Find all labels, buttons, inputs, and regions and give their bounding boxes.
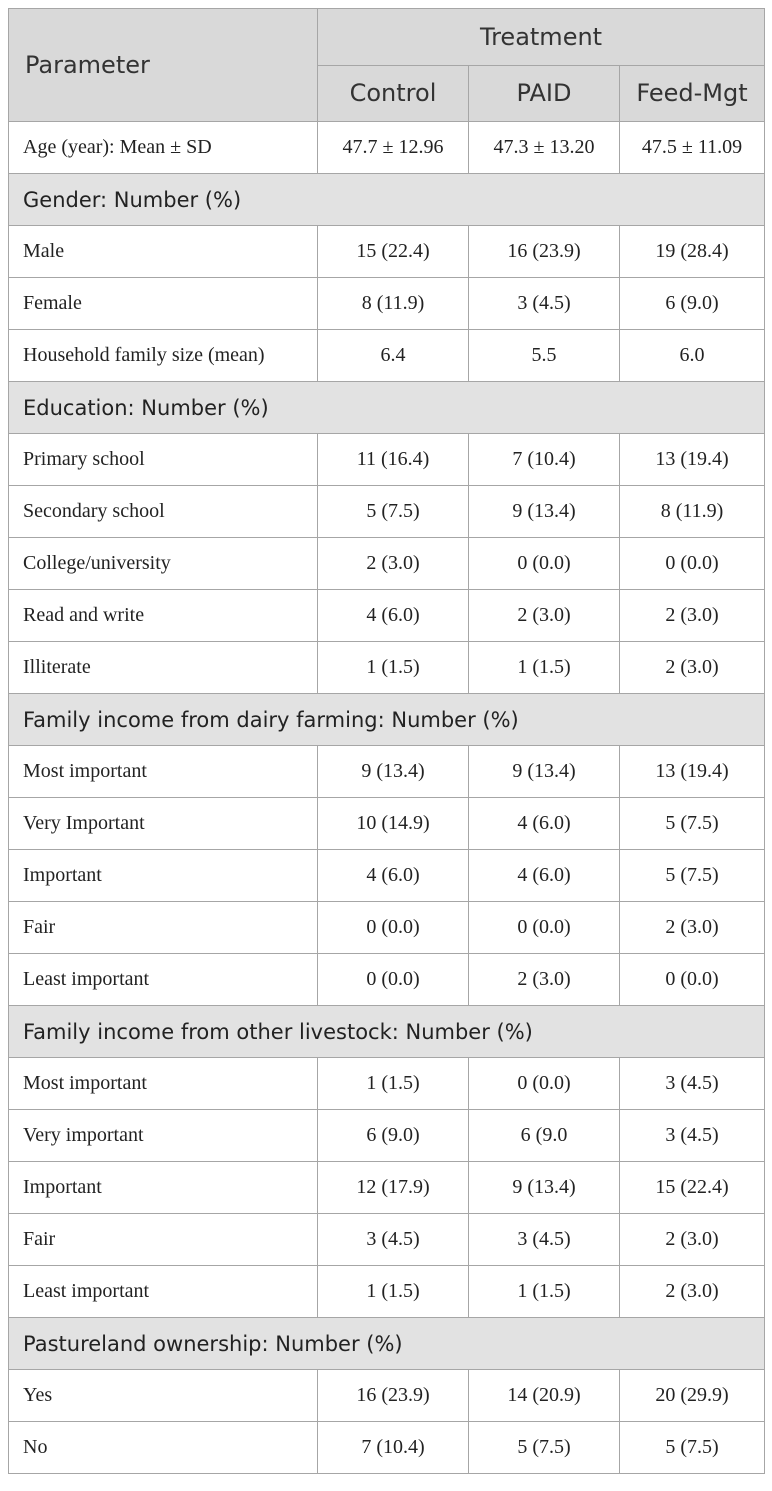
row-value: 16 (23.9) — [318, 1370, 469, 1422]
table-row — [9, 1266, 765, 1318]
row-value: 2 (3.0) — [469, 590, 620, 642]
table-body — [9, 122, 765, 1474]
table-row — [9, 486, 765, 538]
row-value: 4 (6.0) — [469, 850, 620, 902]
row-value: 7 (10.4) — [469, 434, 620, 486]
row-label: Most important — [9, 1058, 318, 1110]
row-value: 5 (7.5) — [469, 1422, 620, 1474]
table-row — [9, 642, 765, 694]
row-value: 5.5 — [469, 330, 620, 382]
row-value: 2 (3.0) — [620, 902, 765, 954]
header-treatment: Treatment — [318, 9, 765, 66]
table-container — [8, 8, 764, 1474]
section-heading: Pastureland ownership: Number (%) — [9, 1318, 765, 1370]
row-value: 3 (4.5) — [469, 1214, 620, 1266]
row-label: Yes — [9, 1370, 318, 1422]
row-label: Female — [9, 278, 318, 330]
row-value: 47.5 ± 11.09 — [620, 122, 765, 174]
row-value: 19 (28.4) — [620, 226, 765, 278]
row-value: 2 (3.0) — [620, 1214, 765, 1266]
table-header — [9, 9, 765, 122]
row-value: 9 (13.4) — [469, 746, 620, 798]
section-row — [9, 694, 765, 746]
table-row — [9, 954, 765, 1006]
row-label: Illiterate — [9, 642, 318, 694]
row-value: 4 (6.0) — [469, 798, 620, 850]
row-value: 0 (0.0) — [620, 954, 765, 1006]
row-label: Important — [9, 850, 318, 902]
row-value: 9 (13.4) — [318, 746, 469, 798]
section-heading: Education: Number (%) — [9, 382, 765, 434]
row-value: 2 (3.0) — [318, 538, 469, 590]
table-row — [9, 330, 765, 382]
row-value: 1 (1.5) — [469, 1266, 620, 1318]
table-row — [9, 278, 765, 330]
header-col-control: Control — [318, 65, 469, 122]
row-label: Very important — [9, 1110, 318, 1162]
table-row — [9, 1422, 765, 1474]
row-label: Least important — [9, 954, 318, 1006]
row-value: 5 (7.5) — [620, 850, 765, 902]
row-value: 10 (14.9) — [318, 798, 469, 850]
table-row — [9, 226, 765, 278]
row-value: 6 (9.0 — [469, 1110, 620, 1162]
row-value: 8 (11.9) — [318, 278, 469, 330]
row-value: 7 (10.4) — [318, 1422, 469, 1474]
row-label: Fair — [9, 902, 318, 954]
row-value: 2 (3.0) — [620, 642, 765, 694]
section-heading: Family income from other livestock: Number (%) — [9, 1006, 765, 1058]
table-row — [9, 122, 765, 174]
table-row — [9, 1214, 765, 1266]
header-col-feed-mgt: Feed-Mgt — [620, 65, 765, 122]
row-value: 0 (0.0) — [620, 538, 765, 590]
table-row — [9, 1162, 765, 1214]
row-value: 6.0 — [620, 330, 765, 382]
row-label: Important — [9, 1162, 318, 1214]
row-value: 3 (4.5) — [318, 1214, 469, 1266]
row-value: 47.7 ± 12.96 — [318, 122, 469, 174]
header-col-paid: PAID — [469, 65, 620, 122]
row-value: 12 (17.9) — [318, 1162, 469, 1214]
section-heading: Family income from dairy farming: Number (%) — [9, 694, 765, 746]
row-value: 15 (22.4) — [620, 1162, 765, 1214]
row-label: Fair — [9, 1214, 318, 1266]
table-row — [9, 746, 765, 798]
row-label: Primary school — [9, 434, 318, 486]
row-label: Secondary school — [9, 486, 318, 538]
table-row — [9, 902, 765, 954]
table-row — [9, 434, 765, 486]
row-value: 1 (1.5) — [318, 1058, 469, 1110]
section-row — [9, 174, 765, 226]
row-value: 9 (13.4) — [469, 1162, 620, 1214]
row-value: 1 (1.5) — [318, 642, 469, 694]
row-label: Read and write — [9, 590, 318, 642]
row-value: 47.3 ± 13.20 — [469, 122, 620, 174]
row-value: 11 (16.4) — [318, 434, 469, 486]
row-value: 0 (0.0) — [469, 902, 620, 954]
row-label: Male — [9, 226, 318, 278]
row-value: 5 (7.5) — [620, 1422, 765, 1474]
row-value: 6 (9.0) — [620, 278, 765, 330]
row-value: 13 (19.4) — [620, 746, 765, 798]
row-value: 1 (1.5) — [318, 1266, 469, 1318]
section-row — [9, 1006, 765, 1058]
row-value: 8 (11.9) — [620, 486, 765, 538]
row-value: 3 (4.5) — [620, 1058, 765, 1110]
row-value: 2 (3.0) — [469, 954, 620, 1006]
row-value: 15 (22.4) — [318, 226, 469, 278]
row-value: 4 (6.0) — [318, 850, 469, 902]
row-label: Most important — [9, 746, 318, 798]
table-row — [9, 1058, 765, 1110]
row-value: 0 (0.0) — [469, 538, 620, 590]
row-label: No — [9, 1422, 318, 1474]
row-value: 13 (19.4) — [620, 434, 765, 486]
row-label: Age (year): Mean ± SD — [9, 122, 318, 174]
row-value: 2 (3.0) — [620, 590, 765, 642]
table-row — [9, 1110, 765, 1162]
row-value: 1 (1.5) — [469, 642, 620, 694]
row-value: 3 (4.5) — [469, 278, 620, 330]
row-value: 9 (13.4) — [469, 486, 620, 538]
section-heading: Gender: Number (%) — [9, 174, 765, 226]
row-value: 5 (7.5) — [620, 798, 765, 850]
data-table — [8, 8, 765, 1474]
header-parameter: Parameter — [9, 9, 318, 122]
row-value: 6 (9.0) — [318, 1110, 469, 1162]
row-value: 4 (6.0) — [318, 590, 469, 642]
row-label: College/university — [9, 538, 318, 590]
section-row — [9, 382, 765, 434]
row-value: 0 (0.0) — [318, 954, 469, 1006]
row-value: 14 (20.9) — [469, 1370, 620, 1422]
section-row — [9, 1318, 765, 1370]
row-value: 5 (7.5) — [318, 486, 469, 538]
row-value: 2 (3.0) — [620, 1266, 765, 1318]
table-row — [9, 1370, 765, 1422]
row-label: Household family size (mean) — [9, 330, 318, 382]
table-row — [9, 850, 765, 902]
row-value: 3 (4.5) — [620, 1110, 765, 1162]
row-value: 6.4 — [318, 330, 469, 382]
table-row — [9, 590, 765, 642]
row-label: Very Important — [9, 798, 318, 850]
row-value: 20 (29.9) — [620, 1370, 765, 1422]
table-row — [9, 538, 765, 590]
row-value: 16 (23.9) — [469, 226, 620, 278]
table-row — [9, 798, 765, 850]
row-label: Least important — [9, 1266, 318, 1318]
row-value: 0 (0.0) — [318, 902, 469, 954]
row-value: 0 (0.0) — [469, 1058, 620, 1110]
